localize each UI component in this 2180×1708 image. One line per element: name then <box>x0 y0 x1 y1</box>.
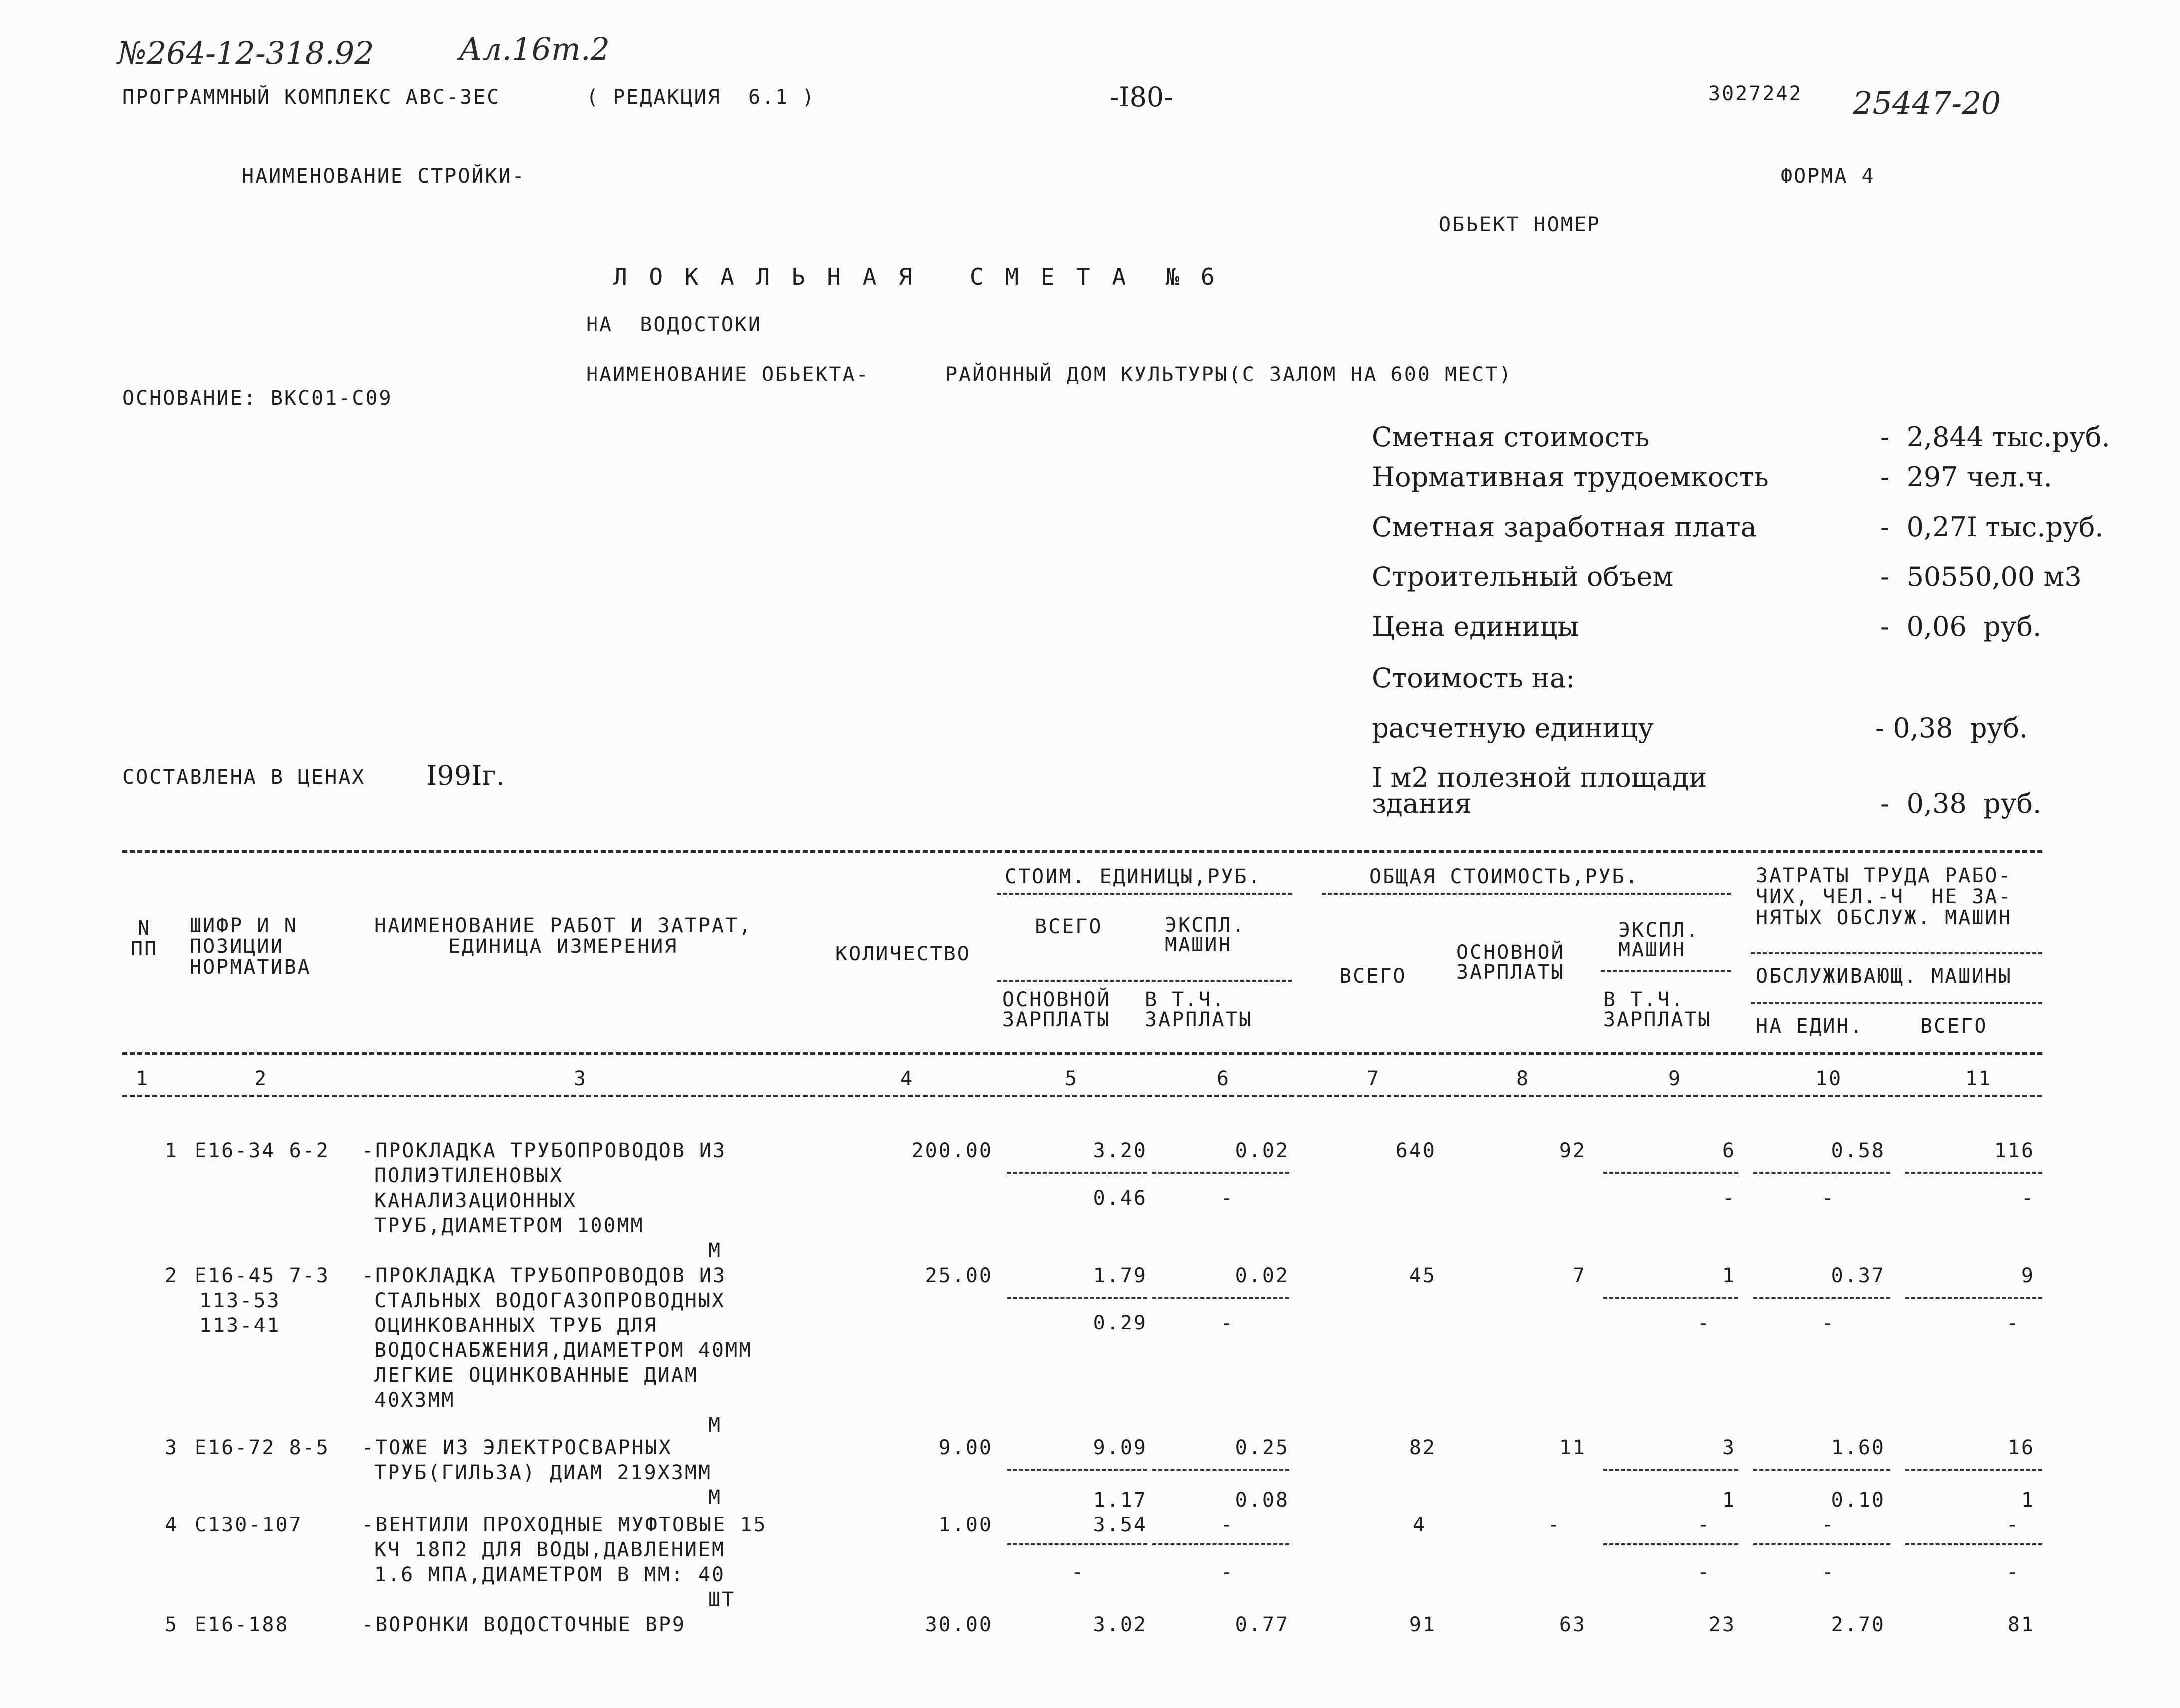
row-unit-wage: 0.29 <box>1093 1312 1147 1334</box>
row-unit-machines: 0.02 <box>1235 1139 1289 1162</box>
row-name-line: ВОДОСНАБЖЕНИЯ,ДИАМЕТРОМ 40ММ <box>374 1339 753 1362</box>
col-labor-total-header: ВСЕГО <box>1920 1015 1988 1038</box>
row-number: 4 <box>165 1514 179 1536</box>
row-labor-unit-service: - <box>1821 1187 1835 1210</box>
row-qty: 200.00 <box>911 1139 992 1162</box>
row-name-line: СТАЛЬНЫХ ВОДОГАЗОПРОВОДНЫХ <box>374 1289 726 1312</box>
row-labor-total: 9 <box>2021 1264 2035 1287</box>
row-unit: М <box>708 1486 722 1509</box>
row-labor-unit-service: - <box>1821 1561 1835 1584</box>
summary-label: расчетную единицу <box>1372 712 1654 744</box>
row-unit-wage: 0.46 <box>1093 1187 1147 1210</box>
row-labor-unit-service: 0.10 <box>1831 1489 1885 1512</box>
prices-year: I99Iг. <box>426 760 505 791</box>
col-index: 3 <box>574 1067 588 1090</box>
col-unit-machines-header: ЭКСПЛ. МАШИН <box>1165 914 1246 956</box>
row-unit-incl-wage: - <box>1220 1561 1234 1584</box>
prices-label: СОСТАВЛЕНА В ЦЕНАХ <box>122 766 366 789</box>
row-labor-unit: - <box>1821 1514 1835 1536</box>
row-labor-total-service: 1 <box>2021 1489 2035 1512</box>
col-total-all-header: ВСЕГО <box>1339 965 1407 988</box>
col-index: 1 <box>136 1067 150 1090</box>
row-unit-machines: 0.02 <box>1235 1264 1289 1287</box>
summary-label: Нормативная трудоемкость <box>1372 461 1769 493</box>
row-name-line: ОЦИНКОВАННЫХ ТРУБ ДЛЯ <box>374 1314 658 1337</box>
row-number: 5 <box>165 1613 179 1636</box>
row-total-all: 82 <box>1409 1436 1436 1459</box>
col-total-cost-header: ОБЩАЯ СТОИМОСТЬ,РУБ. <box>1369 865 1639 888</box>
row-unit-machines: - <box>1220 1514 1234 1536</box>
row-unit-wage: - <box>1071 1561 1085 1584</box>
col-index: 10 <box>1815 1067 1843 1090</box>
row-name-line: ТРУБ(ГИЛЬЗА) ДИАМ 219Х3ММ <box>374 1461 712 1484</box>
row-total-machines: 1 <box>1722 1264 1736 1287</box>
row-unit-total: 3.20 <box>1093 1139 1147 1162</box>
row-name-line: 1.6 МПА,ДИАМЕТРОМ В ММ: 40 <box>374 1563 726 1586</box>
row-labor-total-service: - <box>2006 1561 2020 1584</box>
document-code: 3027242 <box>1708 82 1803 105</box>
row-code: Е16-34 6-2 <box>195 1139 330 1162</box>
col-labor-unit-header: НА ЕДИН. <box>1756 1015 1864 1038</box>
row-code: 113-53 <box>199 1289 281 1312</box>
summary-label: Сметная стоимость <box>1372 421 1650 453</box>
row-unit-incl-wage: - <box>1220 1312 1234 1334</box>
row-name-line: -ВЕНТИЛИ ПРОХОДНЫЕ МУФТОВЫЕ 15 <box>362 1514 767 1536</box>
summary-value: - 0,38 руб. <box>1880 788 2042 819</box>
summary-value: - 0,27I тыс.руб. <box>1880 511 2104 543</box>
row-total-machines: 6 <box>1722 1139 1736 1162</box>
row-labor-total: - <box>2006 1514 2020 1536</box>
summary-value: - 50550,00 м3 <box>1880 561 2082 592</box>
col-total-incl-wage-header: В Т.Ч. ЗАРПЛАТЫ <box>1603 988 1712 1031</box>
row-labor-total-service: - <box>2021 1187 2035 1210</box>
summary-label: Стоимость на: <box>1372 662 1575 694</box>
basis: ОСНОВАНИЕ: ВКС01-С09 <box>122 387 393 410</box>
summary-value: - 297 чел.ч. <box>1880 461 2052 493</box>
row-code: Е16-188 <box>195 1613 289 1636</box>
row-name-line: -ПРОКЛАДКА ТРУБОПРОВОДОВ ИЗ <box>362 1264 727 1287</box>
row-name-line: КЧ 18П2 ДЛЯ ВОДЫ,ДАВЛЕНИЕМ <box>374 1538 726 1561</box>
col-total-machines-header: ЭКСПЛ. МАШИН <box>1618 919 1700 961</box>
row-number: 2 <box>165 1264 179 1287</box>
row-name-line: -ВОРОНКИ ВОДОСТОЧНЫЕ ВР9 <box>362 1613 686 1636</box>
row-total-all: 640 <box>1395 1139 1436 1162</box>
row-number: 1 <box>165 1139 179 1162</box>
row-unit-machines: 0.25 <box>1235 1436 1289 1459</box>
row-labor-total: 16 <box>2007 1436 2035 1459</box>
row-total-machines: 3 <box>1722 1436 1736 1459</box>
edition: ( РЕДАКЦИЯ 6.1 ) <box>586 86 816 109</box>
row-unit-total: 3.54 <box>1093 1514 1147 1536</box>
handwritten-number: №264-12-318.92 <box>117 35 374 71</box>
row-total-all: 4 <box>1412 1514 1426 1536</box>
page-number: -I80- <box>1110 81 1173 113</box>
col-labor-service-header: ОБСЛУЖИВАЮЩ. МАШИНЫ <box>1756 965 2012 988</box>
row-name-line: -ТОЖЕ ИЗ ЭЛЕКТРОСВАРНЫХ <box>362 1436 672 1459</box>
row-unit-total: 3.02 <box>1093 1613 1147 1636</box>
table-header-rule <box>122 1052 2042 1055</box>
summary-label: здания <box>1372 788 1472 819</box>
row-unit-total: 1.79 <box>1093 1264 1147 1287</box>
col-unit-cost-header: СТОИМ. ЕДИНИЦЫ,РУБ. <box>1005 865 1262 888</box>
row-name-line: КАНАЛИЗАЦИОННЫХ <box>374 1189 577 1212</box>
row-name-line: ТРУБ,ДИАМЕТРОМ 100ММ <box>374 1214 644 1237</box>
row-unit-wage: 1.17 <box>1093 1489 1147 1512</box>
document-title: Л О К А Л Ь Н А Я С М Е Т А № 6 <box>613 263 1219 290</box>
row-labor-unit-service: - <box>1821 1312 1835 1334</box>
summary-label: Строительный объем <box>1372 561 1674 592</box>
summary-value: - 0,38 руб. <box>1875 712 2028 744</box>
row-total-wage: 7 <box>1572 1264 1586 1287</box>
row-unit-machines: 0.77 <box>1235 1613 1289 1636</box>
summary-value: - 0,06 руб. <box>1880 611 2042 642</box>
row-unit: М <box>708 1414 722 1437</box>
row-total-incl-wage: 1 <box>1722 1489 1736 1512</box>
row-total-wage: 92 <box>1559 1139 1586 1162</box>
row-qty: 9.00 <box>938 1436 992 1459</box>
col-index: 8 <box>1516 1067 1530 1090</box>
program-name: ПРОГРАММНЫЙ КОМПЛЕКС АВС-3ЕС <box>122 86 501 109</box>
col-index: 5 <box>1065 1067 1079 1090</box>
row-labor-unit: 2.70 <box>1831 1613 1885 1636</box>
row-unit-incl-wage: 0.08 <box>1235 1489 1289 1512</box>
row-total-all: 91 <box>1409 1613 1436 1636</box>
table-top-rule <box>122 850 2042 853</box>
row-number: 3 <box>165 1436 179 1459</box>
summary-label: Цена единицы <box>1372 611 1579 642</box>
row-total-machines: 23 <box>1708 1613 1736 1636</box>
table-index-rule <box>122 1095 2042 1097</box>
col-total-wage-header: ОСНОВНОЙ ЗАРПЛАТЫ <box>1456 941 1565 984</box>
row-unit-incl-wage: - <box>1220 1187 1234 1210</box>
estimate-subject: НА ВОДОСТОКИ <box>586 313 762 336</box>
row-total-wage: 11 <box>1559 1436 1586 1459</box>
summary-label: I м2 полезной площади <box>1372 762 1707 793</box>
col-name-header: НАИМЕНОВАНИЕ РАБОТ И ЗАТРАТ, ЕДИНИЦА ИЗМЕРЕНИЯ <box>374 914 753 958</box>
summary-value: - 2,844 тыс.руб. <box>1880 421 2110 453</box>
row-name-line: ПОЛИЭТИЛЕНОВЫХ <box>374 1164 564 1187</box>
row-qty: 1.00 <box>938 1514 992 1536</box>
row-total-wage: - <box>1547 1514 1561 1536</box>
col-code-header: ШИФР И N ПОЗИЦИИ НОРМАТИВА <box>190 914 311 979</box>
row-total-machines: - <box>1697 1514 1711 1536</box>
row-total-incl-wage: - <box>1697 1561 1711 1584</box>
row-total-all: 45 <box>1409 1264 1436 1287</box>
col-number-header: N ПП <box>131 917 158 960</box>
row-qty: 25.00 <box>925 1264 992 1287</box>
row-qty: 30.00 <box>925 1613 992 1636</box>
col-labor-header: ЗАТРАТЫ ТРУДА РАБО- ЧИХ, ЧЕЛ.-Ч НЕ ЗА- НЯТЫХ ОБСЛУЖ. МАШИН <box>1756 864 2012 929</box>
col-index: 6 <box>1217 1067 1231 1090</box>
row-labor-unit: 1.60 <box>1831 1436 1885 1459</box>
summary-label: Сметная заработная плата <box>1372 511 1757 543</box>
row-unit: ШТ <box>708 1588 736 1611</box>
handwritten-code: 25447-20 <box>1853 85 2001 121</box>
col-index: 4 <box>900 1067 914 1090</box>
row-total-wage: 63 <box>1559 1613 1586 1636</box>
row-total-incl-wage: - <box>1697 1312 1711 1334</box>
col-unit-wage-header: ОСНОВНОЙ ЗАРПЛАТЫ <box>1002 988 1111 1031</box>
row-labor-total: 81 <box>2007 1613 2035 1636</box>
handwritten-sheet: Ал.16т.2 <box>459 31 610 67</box>
row-name-line: ЛЕГКИЕ ОЦИНКОВАННЫЕ ДИАМ <box>374 1364 698 1387</box>
row-code: Е16-72 8-5 <box>195 1436 330 1459</box>
col-qty-header: КОЛИЧЕСТВО <box>835 943 971 965</box>
col-index: 11 <box>1965 1067 1992 1090</box>
object-name-label: НАИМЕНОВАНИЕ ОБЬЕКТА- <box>586 363 870 386</box>
row-labor-total-service: - <box>2006 1312 2020 1334</box>
row-name-line: -ПРОКЛАДКА ТРУБОПРОВОДОВ ИЗ <box>362 1139 727 1162</box>
col-unit-incl-wage-header: В Т.Ч. ЗАРПЛАТЫ <box>1145 988 1253 1031</box>
row-labor-unit: 0.37 <box>1831 1264 1885 1287</box>
object-number: ОБЬЕКТ НОМЕР <box>1439 213 1601 236</box>
row-code: С130-107 <box>195 1514 303 1536</box>
object-name: РАЙОННЫЙ ДОМ КУЛЬТУРЫ(С ЗАЛОМ НА 600 МЕСТ) <box>945 363 1513 386</box>
row-total-incl-wage: - <box>1722 1187 1736 1210</box>
col-index: 7 <box>1367 1067 1381 1090</box>
row-name-line: 40Х3ММ <box>374 1389 455 1412</box>
row-labor-total: 116 <box>1994 1139 2035 1162</box>
row-unit: М <box>708 1239 722 1262</box>
construction-name: НАИМЕНОВАНИЕ СТРОЙКИ- <box>242 165 526 188</box>
col-index: 2 <box>254 1067 268 1090</box>
row-unit-total: 9.09 <box>1093 1436 1147 1459</box>
col-unit-total-header: ВСЕГО <box>1035 915 1103 938</box>
row-labor-unit: 0.58 <box>1831 1139 1885 1162</box>
col-index: 9 <box>1668 1067 1682 1090</box>
form-label: ФОРМА 4 <box>1781 165 1875 188</box>
row-code: Е16-45 7-3 <box>195 1264 330 1287</box>
row-code: 113-41 <box>199 1314 281 1337</box>
